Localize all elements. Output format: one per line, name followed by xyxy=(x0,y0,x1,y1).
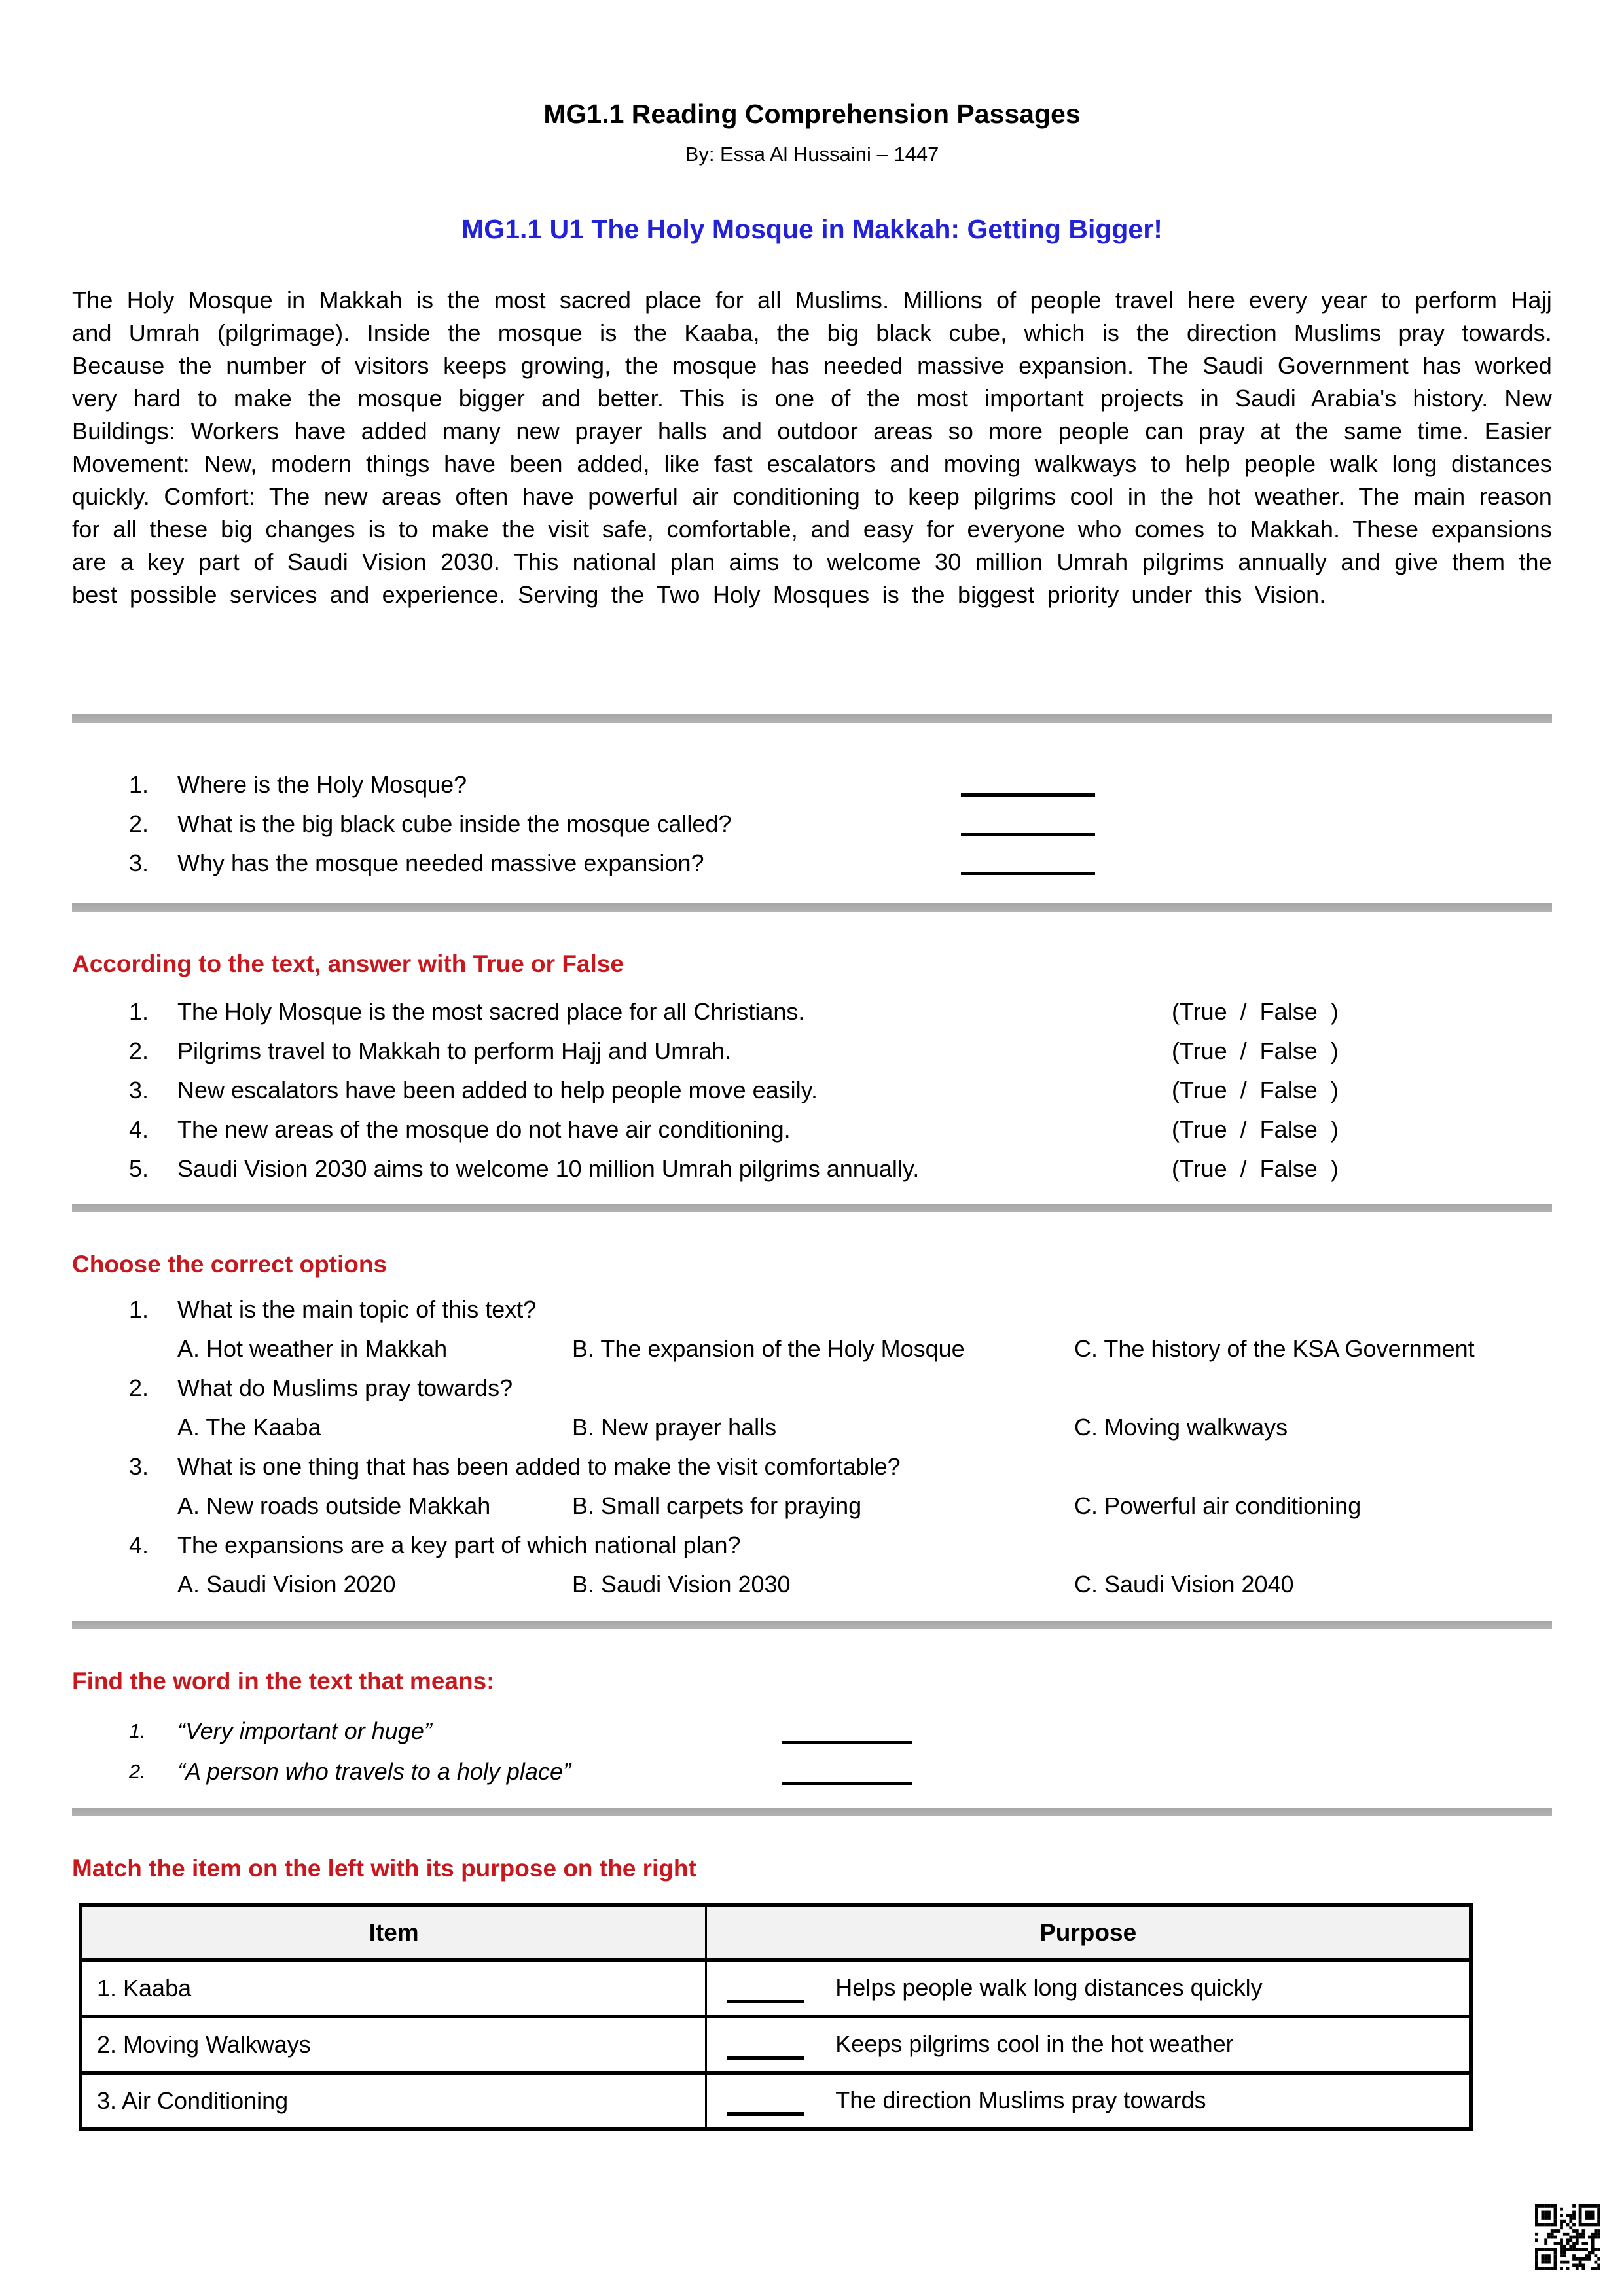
tf-row xyxy=(72,1151,1552,1191)
find-word-heading: Find the word in the text that means: xyxy=(72,1668,495,1695)
reading-passage: The Holy Mosque in Makkah is the most sacred place for all Muslims. Millions of people travel here every year to perform Hajj and Umrah (pilgrimage). Inside the mosque is the Kaaba, the big black cube, which is the direction Muslims pray towards. Because the number of visitors keeps growing, the mosque has needed massive expansion. The Saudi Government has worked very hard to make the mosque bigger and better. This is one of the most important projects in Saudi Arabia's history. New Buildings: Workers have added many new prayer halls and outdoor areas so more people can pray at the same time. Easier Movement: New, modern things have been added, like fast escalators and moving walkways to help people walk long distances quickly. Comfort: The new areas often have powerful air conditioning to keep pilgrims cool in the hot weather. The main reason for all these big changes is to make the visit safe, comfortable, and easy for everyone who comes to Makkah. These expansions are a key part of Saudi Vision 2030. This national plan aims to welcome 30 million Umrah pilgrims annually and give them the best possible services and experience. Serving the Two Holy Mosques is the biggest priority under this Vision. xyxy=(72,286,1552,608)
matching-item: 1. Kaaba xyxy=(81,1960,706,2017)
mcq-question-row xyxy=(72,1292,1552,1331)
tf-number: 2. xyxy=(129,1037,149,1064)
mcq-option-b: B. The expansion of the Holy Mosque xyxy=(572,1335,965,1363)
mcq-option-c: C. The history of the KSA Government xyxy=(1074,1335,1475,1363)
tf-row xyxy=(72,994,1552,1033)
mcq-number: 2. xyxy=(129,1374,149,1402)
multiple-choice-heading: Choose the correct options xyxy=(72,1250,388,1278)
mcq-option-b: B. Saudi Vision 2030 xyxy=(572,1571,791,1598)
answer-blank-line xyxy=(961,793,1095,797)
answer-blank-line xyxy=(727,2092,804,2116)
section-divider xyxy=(72,1621,1552,1629)
question-text: Why has the mosque needed massive expansion? xyxy=(177,849,704,876)
mcq-option-c: C. Powerful air conditioning xyxy=(1074,1492,1362,1520)
mcq-option-a: A. Saudi Vision 2020 xyxy=(177,1571,396,1598)
question-number: 1. xyxy=(129,770,149,798)
tf-statement: New escalators have been added to help people move easily. xyxy=(177,1076,818,1103)
answer-blank-line xyxy=(782,1782,912,1785)
mcq-question-text: What is one thing that has been added to make the visit comfortable? xyxy=(177,1453,901,1480)
matching-purpose-text: Keeps pilgrims cool in the hot weather xyxy=(835,2030,1234,2057)
matching-purpose-text: The direction Muslims pray towards xyxy=(835,2086,1206,2113)
mcq-option-b: B. New prayer halls xyxy=(572,1414,777,1441)
tf-statement: Saudi Vision 2030 aims to welcome 10 million Umrah pilgrims annually. xyxy=(177,1155,920,1182)
matching-column-item: Item xyxy=(81,1905,706,1960)
table-row xyxy=(81,2073,1471,2129)
question-row xyxy=(72,806,1552,846)
answer-blank-line xyxy=(961,833,1095,836)
mcq-options-row xyxy=(72,1567,1552,1606)
find-word-number: 1. xyxy=(129,1719,146,1742)
qr-code xyxy=(1535,2204,1600,2270)
mcq-question-row xyxy=(72,1371,1552,1410)
find-word-row xyxy=(72,1754,1552,1795)
byline: By: Essa Al Hussaini – 1447 xyxy=(685,143,939,166)
tf-number: 4. xyxy=(129,1115,149,1143)
matching-item: 3. Air Conditioning xyxy=(81,2073,706,2129)
mcq-number: 3. xyxy=(129,1453,149,1480)
tf-statement: Pilgrims travel to Makkah to perform Hajj and Umrah. xyxy=(177,1037,732,1064)
tf-number: 5. xyxy=(129,1155,149,1182)
answer-blank-line xyxy=(961,872,1095,875)
find-word-section xyxy=(72,1713,1552,1795)
tf-statement: The Holy Mosque is the most sacred place for all Christians. xyxy=(177,997,805,1025)
mcq-question-text: What is the main topic of this text? xyxy=(177,1296,537,1323)
tf-statement: The new areas of the mosque do not have air conditioning. xyxy=(177,1115,791,1143)
section-divider xyxy=(72,714,1552,723)
answer-blank-line xyxy=(727,1980,804,2003)
section-divider xyxy=(72,1204,1552,1212)
multiple-choice-section xyxy=(72,1292,1552,1606)
section-divider xyxy=(72,1808,1552,1816)
tf-answer-choices: (True / False ) xyxy=(1172,1037,1339,1064)
tf-number: 1. xyxy=(129,997,149,1025)
tf-row xyxy=(72,1073,1552,1112)
tf-answer-choices: (True / False ) xyxy=(1172,1155,1339,1182)
answer-blank-line xyxy=(782,1741,912,1744)
mcq-question-text: The expansions are a key part of which national plan? xyxy=(177,1532,741,1559)
tf-row xyxy=(72,1112,1552,1151)
mcq-question-row xyxy=(72,1449,1552,1488)
true-false-heading: According to the text, answer with True or False xyxy=(72,950,624,977)
mcq-option-c: C. Moving walkways xyxy=(1074,1414,1288,1441)
mcq-option-a: A. Hot weather in Makkah xyxy=(177,1335,448,1363)
question-text: Where is the Holy Mosque? xyxy=(177,770,467,798)
matching-table xyxy=(79,1903,1473,2131)
tf-row xyxy=(72,1033,1552,1073)
table-row xyxy=(81,1960,1471,2017)
mcq-question-text: What do Muslims pray towards? xyxy=(177,1374,513,1402)
tf-number: 3. xyxy=(129,1076,149,1103)
matching-purpose-cell xyxy=(706,1960,1471,2017)
mcq-option-b: B. Small carpets for praying xyxy=(572,1492,862,1520)
question-text: What is the big black cube inside the mosque called? xyxy=(177,810,732,837)
section-divider xyxy=(72,903,1552,912)
find-word-definition: “A person who travels to a holy place” xyxy=(177,1757,571,1785)
matching-purpose-cell xyxy=(706,2017,1471,2073)
document-title: MG1.1 Reading Comprehension Passages xyxy=(543,99,1081,129)
matching-purpose-cell xyxy=(706,2073,1471,2129)
matching-column-purpose: Purpose xyxy=(706,1905,1471,1960)
question-row xyxy=(72,846,1552,885)
true-false-section xyxy=(72,994,1552,1191)
table-row xyxy=(81,2017,1471,2073)
question-number: 2. xyxy=(129,810,149,837)
mcq-option-c: C. Saudi Vision 2040 xyxy=(1074,1571,1294,1598)
mcq-option-a: A. The Kaaba xyxy=(177,1414,321,1441)
tf-answer-choices: (True / False ) xyxy=(1172,997,1339,1025)
mcq-options-row xyxy=(72,1488,1552,1528)
mcq-option-a: A. New roads outside Makkah xyxy=(177,1492,491,1520)
find-word-row xyxy=(72,1713,1552,1754)
unit-heading: MG1.1 U1 The Holy Mosque in Makkah: Getting Bigger! xyxy=(461,214,1163,245)
question-number: 3. xyxy=(129,849,149,876)
matching-purpose-text: Helps people walk long distances quickly xyxy=(835,1973,1263,2001)
mcq-question-row xyxy=(72,1528,1552,1567)
matching-item: 2. Moving Walkways xyxy=(81,2017,706,2073)
mcq-options-row xyxy=(72,1331,1552,1371)
matching-heading: Match the item on the left with its purpose on the right xyxy=(72,1854,696,1882)
matching-header-row xyxy=(81,1905,1471,1960)
open-questions-section xyxy=(72,767,1552,885)
find-word-definition: “Very important or huge” xyxy=(177,1717,432,1744)
mcq-options-row xyxy=(72,1410,1552,1449)
answer-blank-line xyxy=(727,2036,804,2060)
question-row xyxy=(72,767,1552,806)
find-word-number: 2. xyxy=(129,1759,146,1783)
mcq-number: 1. xyxy=(129,1296,149,1323)
tf-answer-choices: (True / False ) xyxy=(1172,1115,1339,1143)
mcq-number: 4. xyxy=(129,1532,149,1559)
tf-answer-choices: (True / False ) xyxy=(1172,1076,1339,1103)
